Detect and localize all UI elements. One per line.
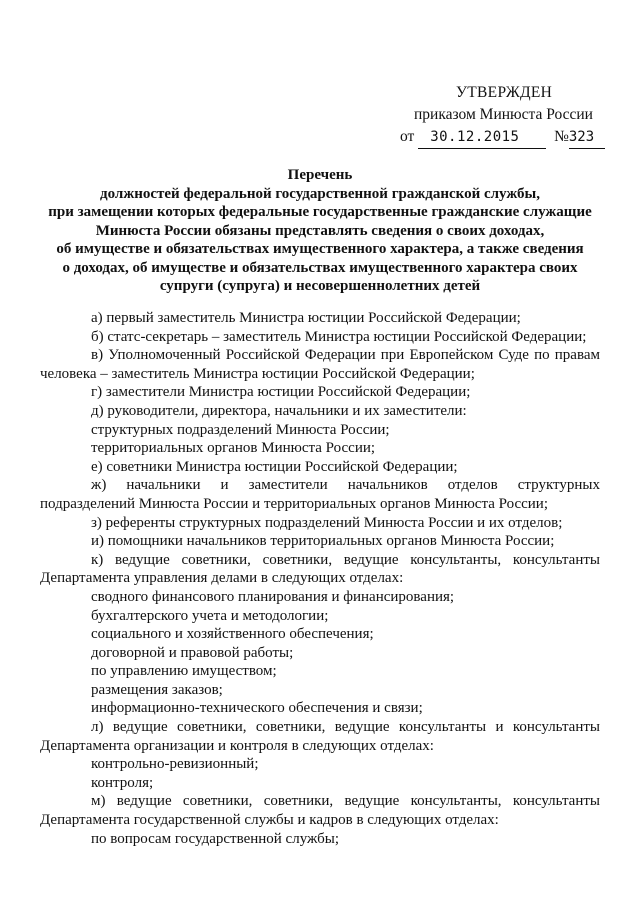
list-item: м) ведущие советники, советники, ведущие консультанты, консультанты (91, 793, 600, 810)
heading-line: о доходах, об имуществе и обязательствах имущественного характера своих (62, 259, 578, 276)
heading-line: об имуществе и обязательствах имущественного характера, а также сведения (56, 241, 584, 257)
heading-title: Перечень (287, 167, 353, 183)
list-item: ж) начальники и заместители начальников отделов структурных (91, 477, 600, 494)
list-item: з) референты структурных подразделений Минюста России и их отделов; (91, 514, 563, 531)
list-item: л) ведущие советники, советники, ведущие консультанты и консультанты (91, 719, 600, 736)
list-item: д) руководители, директора, начальники и их заместители: (91, 402, 467, 419)
date-prefix: от (400, 128, 415, 145)
sub-item: территориальных органов Минюста России; (91, 440, 376, 457)
list-item: г) заместители Министра юстиции Российской Федерации; (91, 384, 471, 401)
sub-item: структурных подразделений Минюста России; (91, 421, 390, 438)
list-item: и) помощники начальников территориальных органов Минюста России; (91, 533, 555, 550)
list-item: б) статс-секретарь – заместитель Министра юстиции Российской Федерации; (91, 328, 587, 345)
list-item: е) советники Министра юстиции Российской Федерации; (91, 458, 458, 475)
list-item: а) первый заместитель Министра юстиции Российской Федерации; (91, 310, 521, 326)
heading-line: супруги (супруга) и несовершеннолетних детей (159, 278, 481, 294)
sub-item: контрольно-ревизионный; (91, 756, 259, 773)
approval-stamp (400, 82, 610, 149)
order-label: приказом Минюста России (414, 106, 593, 123)
list-item: в) Уполномоченный Российской Федерации при Европейском Суде по правам (91, 347, 600, 364)
document-heading (40, 166, 600, 296)
list-item-continuation: подразделений Минюста России и территориальных органов Минюста России; (40, 495, 548, 512)
heading-line: при замещении которых федеральные государственные гражданские служащие (48, 204, 592, 220)
sub-item: сводного финансового планирования и финансирования; (91, 588, 455, 605)
sub-item: по управлению имуществом; (91, 663, 277, 680)
sub-item: договорной и правовой работы; (91, 644, 294, 661)
list-item-continuation: Департамента управления делами в следующих отделах: (40, 570, 404, 587)
order-date: 30.12.2015 (418, 126, 546, 149)
sub-item: размещения заказов; (91, 681, 223, 698)
number-prefix: № (554, 128, 569, 145)
sub-item: по вопросам государственной службы; (91, 830, 340, 847)
positions-list (40, 309, 600, 848)
list-item-continuation: человека – заместитель Министра юстиции Российской Федерации; (40, 365, 475, 382)
heading-line: должностей федеральной государственной гражданской службы, (100, 185, 540, 202)
heading-line: Минюста России обязаны представлять сведения о своих доходах, (95, 222, 545, 239)
order-number: 323 (569, 126, 605, 149)
sub-item: социального и хозяйственного обеспечения; (91, 626, 374, 643)
sub-item: бухгалтерского учета и методологии; (91, 607, 329, 624)
list-item-continuation: Департамента организации и контроля в следующих отделах: (40, 737, 434, 754)
list-item: к) ведущие советники, советники, ведущие консультанты, консультанты (91, 551, 600, 568)
sub-item: контроля; (91, 774, 154, 791)
order-date-line (400, 126, 610, 149)
sub-item: информационно-технического обеспечения и связи; (91, 700, 423, 717)
list-item-continuation: Департамента государственной службы и кадров в следующих отделах: (40, 812, 499, 829)
approved-label: УТВЕРЖДЕН (456, 84, 553, 101)
